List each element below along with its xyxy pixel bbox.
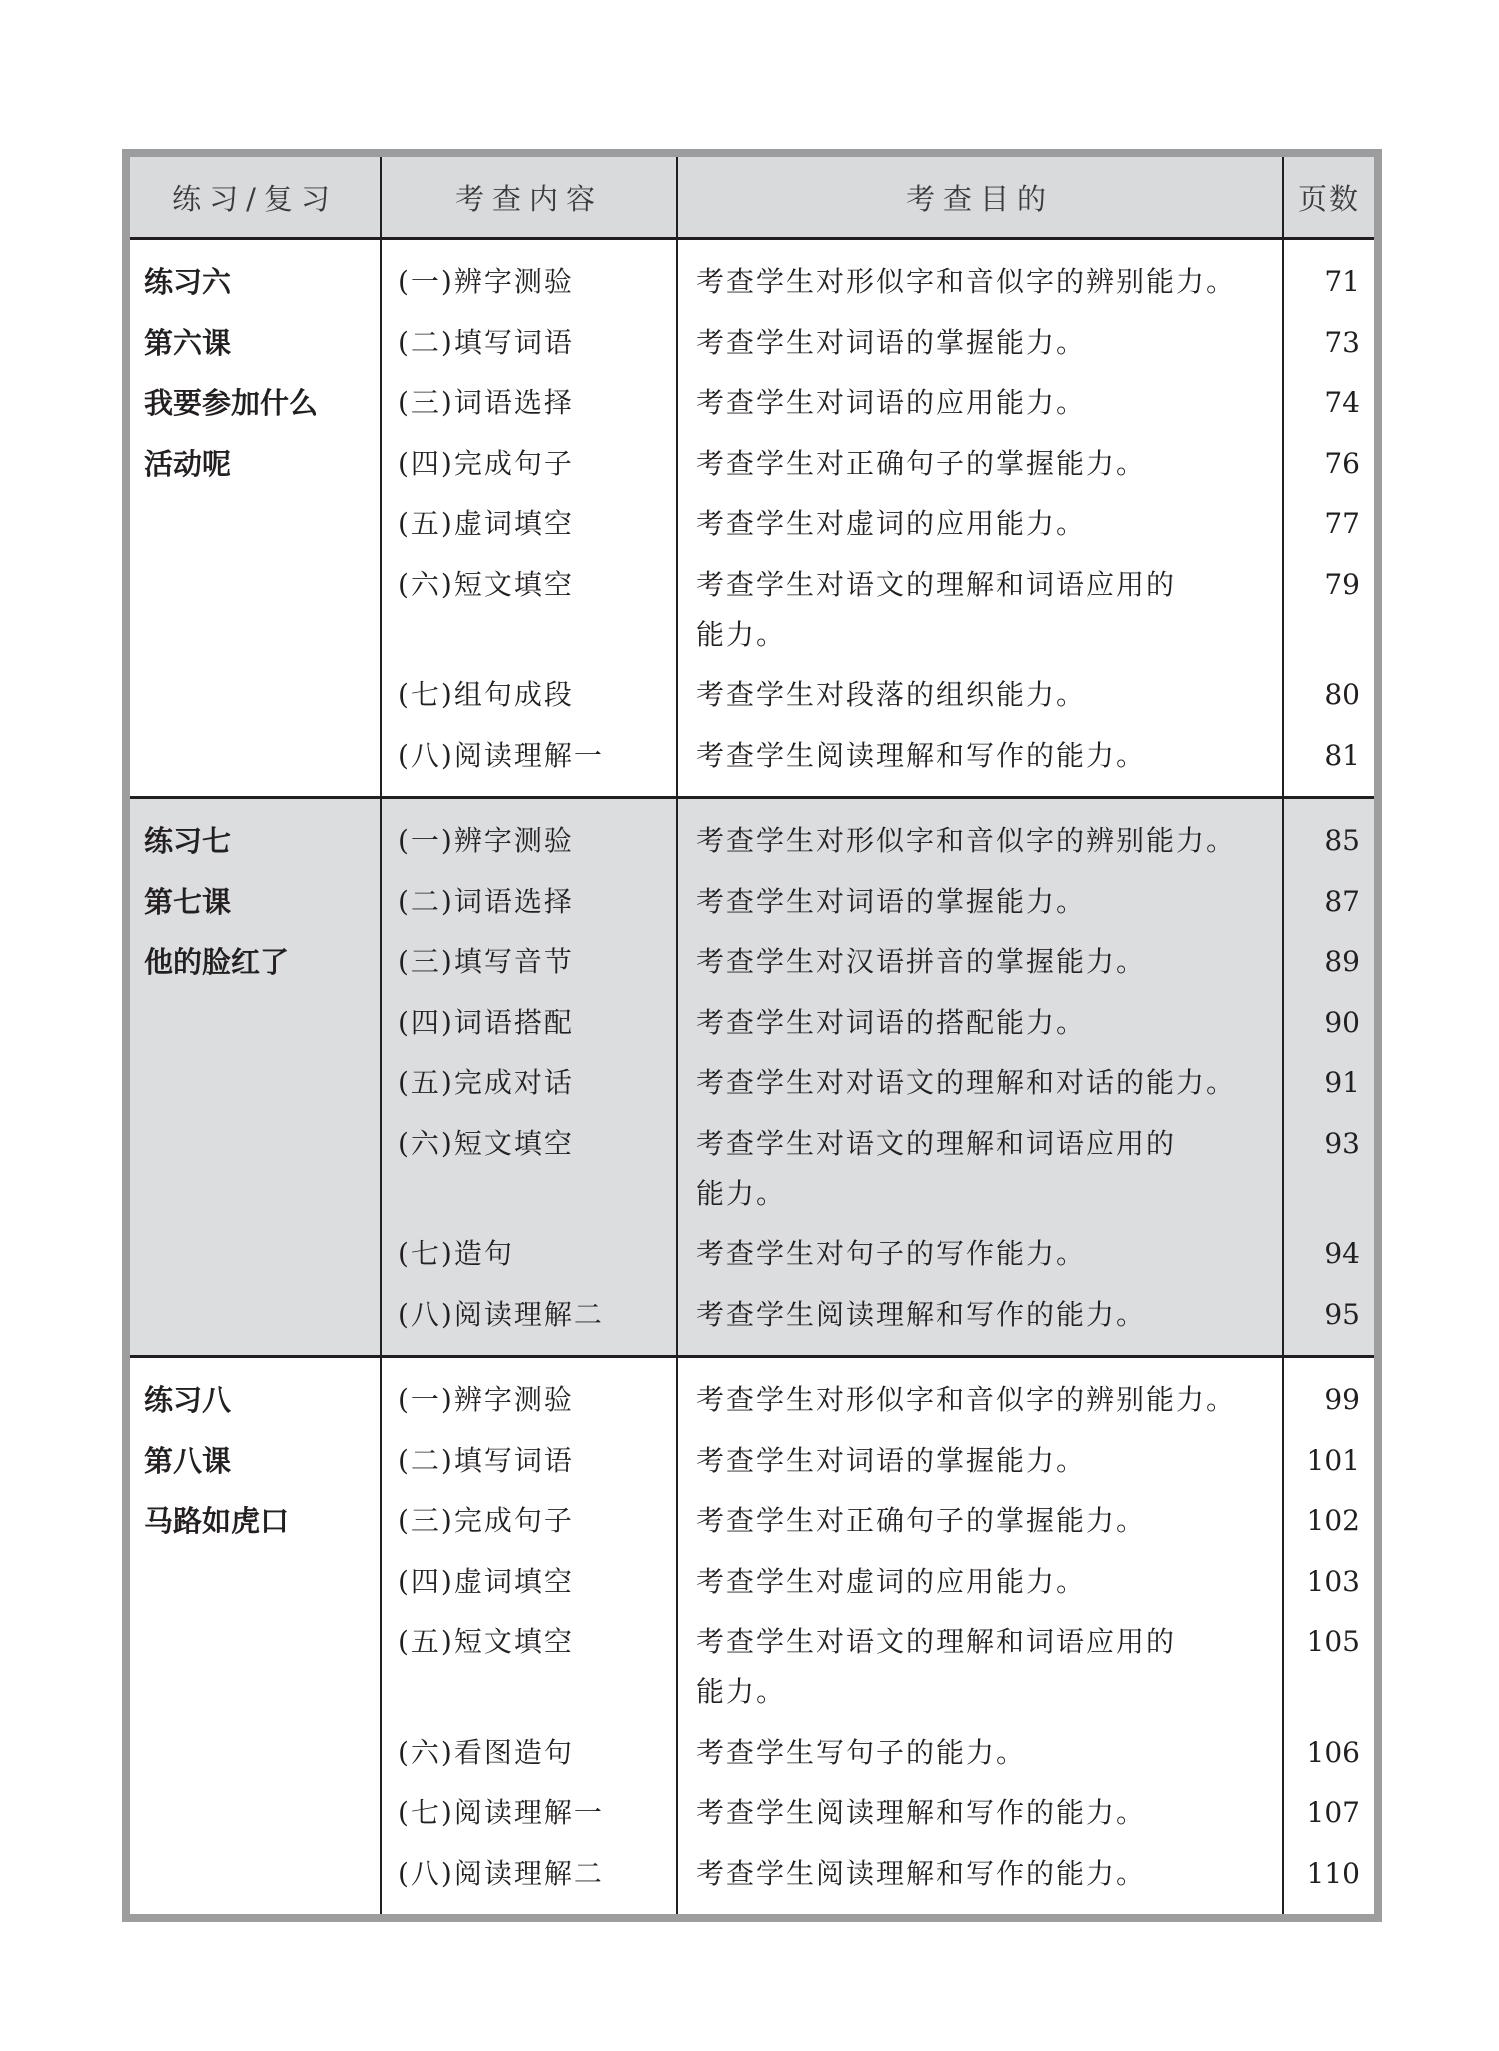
page-number: 99 xyxy=(1324,1383,1360,1416)
purpose-line-continued: 能力。 xyxy=(696,617,787,651)
purpose-cell-inner xyxy=(678,240,1282,796)
content-cell xyxy=(381,798,677,1357)
purpose-item: 考查学生对词语的掌握能力。 xyxy=(696,884,1087,918)
content-item: (五)虚词填空 xyxy=(398,507,574,540)
page-number: 91 xyxy=(1324,1066,1360,1099)
content-item: (五)完成对话 xyxy=(398,1066,574,1099)
section-row xyxy=(130,798,1374,1357)
header-exercise: 练习/复习 xyxy=(130,157,381,239)
section-row xyxy=(130,1357,1374,1915)
lesson-title-line: 第八课 xyxy=(144,1443,232,1478)
content-item: (四)完成句子 xyxy=(398,446,574,480)
page-number: 71 xyxy=(1324,265,1360,298)
purpose-item: 考查学生对词语的应用能力。 xyxy=(696,386,1087,419)
purpose-item: 考查学生对正确句子的掌握能力。 xyxy=(696,1504,1147,1537)
purpose-line: 考查学生对语文的理解和词语应用的 xyxy=(696,567,1177,601)
content-cell-inner xyxy=(382,1358,676,1914)
lesson-cell xyxy=(130,239,381,798)
page-number: 101 xyxy=(1306,1443,1360,1477)
content-item: (二)填写词语 xyxy=(398,325,574,359)
content-item: (八)阅读理解二 xyxy=(398,1297,604,1331)
content-item: (三)填写音节 xyxy=(398,945,574,978)
purpose-item: 考查学生写句子的能力。 xyxy=(696,1735,1027,1769)
purpose-item: 考查学生对段落的组织能力。 xyxy=(696,678,1087,711)
lesson-title-line: 活动呢 xyxy=(144,446,232,481)
exercise-table xyxy=(130,157,1374,1914)
page-number: 103 xyxy=(1306,1564,1360,1598)
page-number: 94 xyxy=(1324,1237,1360,1270)
purpose-item: 考查学生阅读理解和写作的能力。 xyxy=(696,738,1147,772)
page-number: 77 xyxy=(1324,507,1360,540)
page-cell xyxy=(1283,1357,1374,1915)
page-number: 106 xyxy=(1306,1735,1360,1769)
page-cell-inner xyxy=(1284,1358,1374,1914)
content-item: (六)看图造句 xyxy=(398,1735,574,1769)
content-item: (七)造句 xyxy=(398,1237,514,1270)
lesson-title-line: 马路如虎口 xyxy=(144,1504,290,1538)
content-cell-inner xyxy=(382,799,676,1355)
page-number: 79 xyxy=(1324,567,1360,601)
content-item: (一)辨字测验 xyxy=(398,1383,574,1416)
page-number: 73 xyxy=(1324,325,1360,359)
page-cell xyxy=(1283,239,1374,798)
content-item: (六)短文填空 xyxy=(398,567,574,601)
page-number: 93 xyxy=(1324,1126,1360,1160)
table-header-row xyxy=(130,157,1374,239)
page-cell-inner xyxy=(1284,240,1374,796)
purpose-item: 考查学生阅读理解和写作的能力。 xyxy=(696,1297,1147,1331)
purpose-item xyxy=(678,555,1282,666)
purpose-item: 考查学生阅读理解和写作的能力。 xyxy=(696,1796,1147,1829)
content-item: (七)组句成段 xyxy=(398,678,574,711)
page-number: 102 xyxy=(1306,1504,1360,1537)
page-number: 80 xyxy=(1324,678,1360,711)
purpose-item: 考查学生对词语的掌握能力。 xyxy=(696,325,1087,359)
lesson-title-line: 练习八 xyxy=(144,1383,232,1417)
content-item: (一)辨字测验 xyxy=(398,265,574,298)
purpose-cell-inner xyxy=(678,1358,1282,1914)
lesson-cell xyxy=(130,1357,381,1915)
section-3 xyxy=(130,1357,1374,1915)
content-item: (六)短文填空 xyxy=(398,1126,574,1160)
page-number: 87 xyxy=(1324,884,1360,918)
purpose-item xyxy=(678,1114,1282,1225)
page-cell xyxy=(1283,798,1374,1357)
purpose-item xyxy=(678,1612,1282,1723)
lesson-title-line: 我要参加什么 xyxy=(144,386,319,420)
lesson-title-line: 练习七 xyxy=(144,824,232,858)
content-item: (七)阅读理解一 xyxy=(398,1796,604,1829)
page-number: 95 xyxy=(1324,1297,1360,1331)
purpose-item: 考查学生对正确句子的掌握能力。 xyxy=(696,446,1147,480)
header-purpose: 考查目的 xyxy=(677,157,1283,239)
content-item: (三)词语选择 xyxy=(398,386,574,419)
page-number: 81 xyxy=(1324,738,1360,772)
purpose-item: 考查学生对词语的掌握能力。 xyxy=(696,1443,1087,1477)
purpose-cell xyxy=(677,798,1283,1357)
purpose-item: 考查学生对汉语拼音的掌握能力。 xyxy=(696,945,1147,978)
content-cell-inner xyxy=(382,240,676,796)
purpose-item: 考查学生对形似字和音似字的辨别能力。 xyxy=(696,1383,1237,1416)
content-item: (二)填写词语 xyxy=(398,1443,574,1477)
section-1 xyxy=(130,239,1374,798)
lesson-cell-inner xyxy=(130,1358,380,1562)
purpose-cell-inner xyxy=(678,799,1282,1355)
section-2 xyxy=(130,798,1374,1357)
page-number: 105 xyxy=(1306,1625,1360,1658)
section-row xyxy=(130,239,1374,798)
page-number: 74 xyxy=(1324,386,1360,419)
purpose-item: 考查学生对对语文的理解和对话的能力。 xyxy=(696,1066,1237,1099)
content-cell xyxy=(381,239,677,798)
lesson-cell-inner xyxy=(130,240,380,504)
purpose-cell xyxy=(677,239,1283,798)
purpose-line: 考查学生对语文的理解和词语应用的 xyxy=(696,1126,1177,1160)
lesson-title-line: 练习六 xyxy=(144,265,232,299)
lesson-title-line: 第六课 xyxy=(144,325,232,360)
purpose-item: 考查学生对虚词的应用能力。 xyxy=(696,1564,1087,1598)
purpose-line: 考查学生对语文的理解和词语应用的 xyxy=(696,1625,1177,1658)
content-cell xyxy=(381,1357,677,1915)
header-content: 考查内容 xyxy=(381,157,677,239)
page-cell-inner xyxy=(1284,799,1374,1355)
purpose-item: 考查学生阅读理解和写作的能力。 xyxy=(696,1856,1147,1890)
content-item: (一)辨字测验 xyxy=(398,824,574,857)
header-page: 页数 xyxy=(1283,157,1374,239)
purpose-item: 考查学生对词语的搭配能力。 xyxy=(696,1005,1087,1039)
page-number: 85 xyxy=(1324,824,1360,857)
page-number: 110 xyxy=(1306,1856,1360,1890)
content-item: (八)阅读理解一 xyxy=(398,738,604,772)
purpose-item: 考查学生对形似字和音似字的辨别能力。 xyxy=(696,265,1237,298)
purpose-item: 考查学生对虚词的应用能力。 xyxy=(696,507,1087,540)
lesson-cell-inner xyxy=(130,799,380,1003)
purpose-line-continued: 能力。 xyxy=(696,1176,787,1210)
purpose-item: 考查学生对形似字和音似字的辨别能力。 xyxy=(696,824,1237,857)
page-number: 76 xyxy=(1324,446,1360,480)
content-item: (四)虚词填空 xyxy=(398,1564,574,1598)
lesson-title-line: 第七课 xyxy=(144,884,232,919)
content-item: (八)阅读理解二 xyxy=(398,1856,604,1890)
purpose-line-continued: 能力。 xyxy=(696,1675,787,1708)
page-number: 90 xyxy=(1324,1005,1360,1039)
page-number: 107 xyxy=(1306,1796,1360,1829)
content-item: (四)词语搭配 xyxy=(398,1005,574,1039)
content-item: (二)词语选择 xyxy=(398,884,574,918)
content-item: (三)完成句子 xyxy=(398,1504,574,1537)
content-item: (五)短文填空 xyxy=(398,1625,574,1658)
purpose-item: 考查学生对句子的写作能力。 xyxy=(696,1237,1087,1270)
purpose-cell xyxy=(677,1357,1283,1915)
exercise-table-frame xyxy=(122,149,1382,1922)
page-number: 89 xyxy=(1324,945,1360,978)
lesson-title-line: 他的脸红了 xyxy=(144,945,290,979)
lesson-cell xyxy=(130,798,381,1357)
